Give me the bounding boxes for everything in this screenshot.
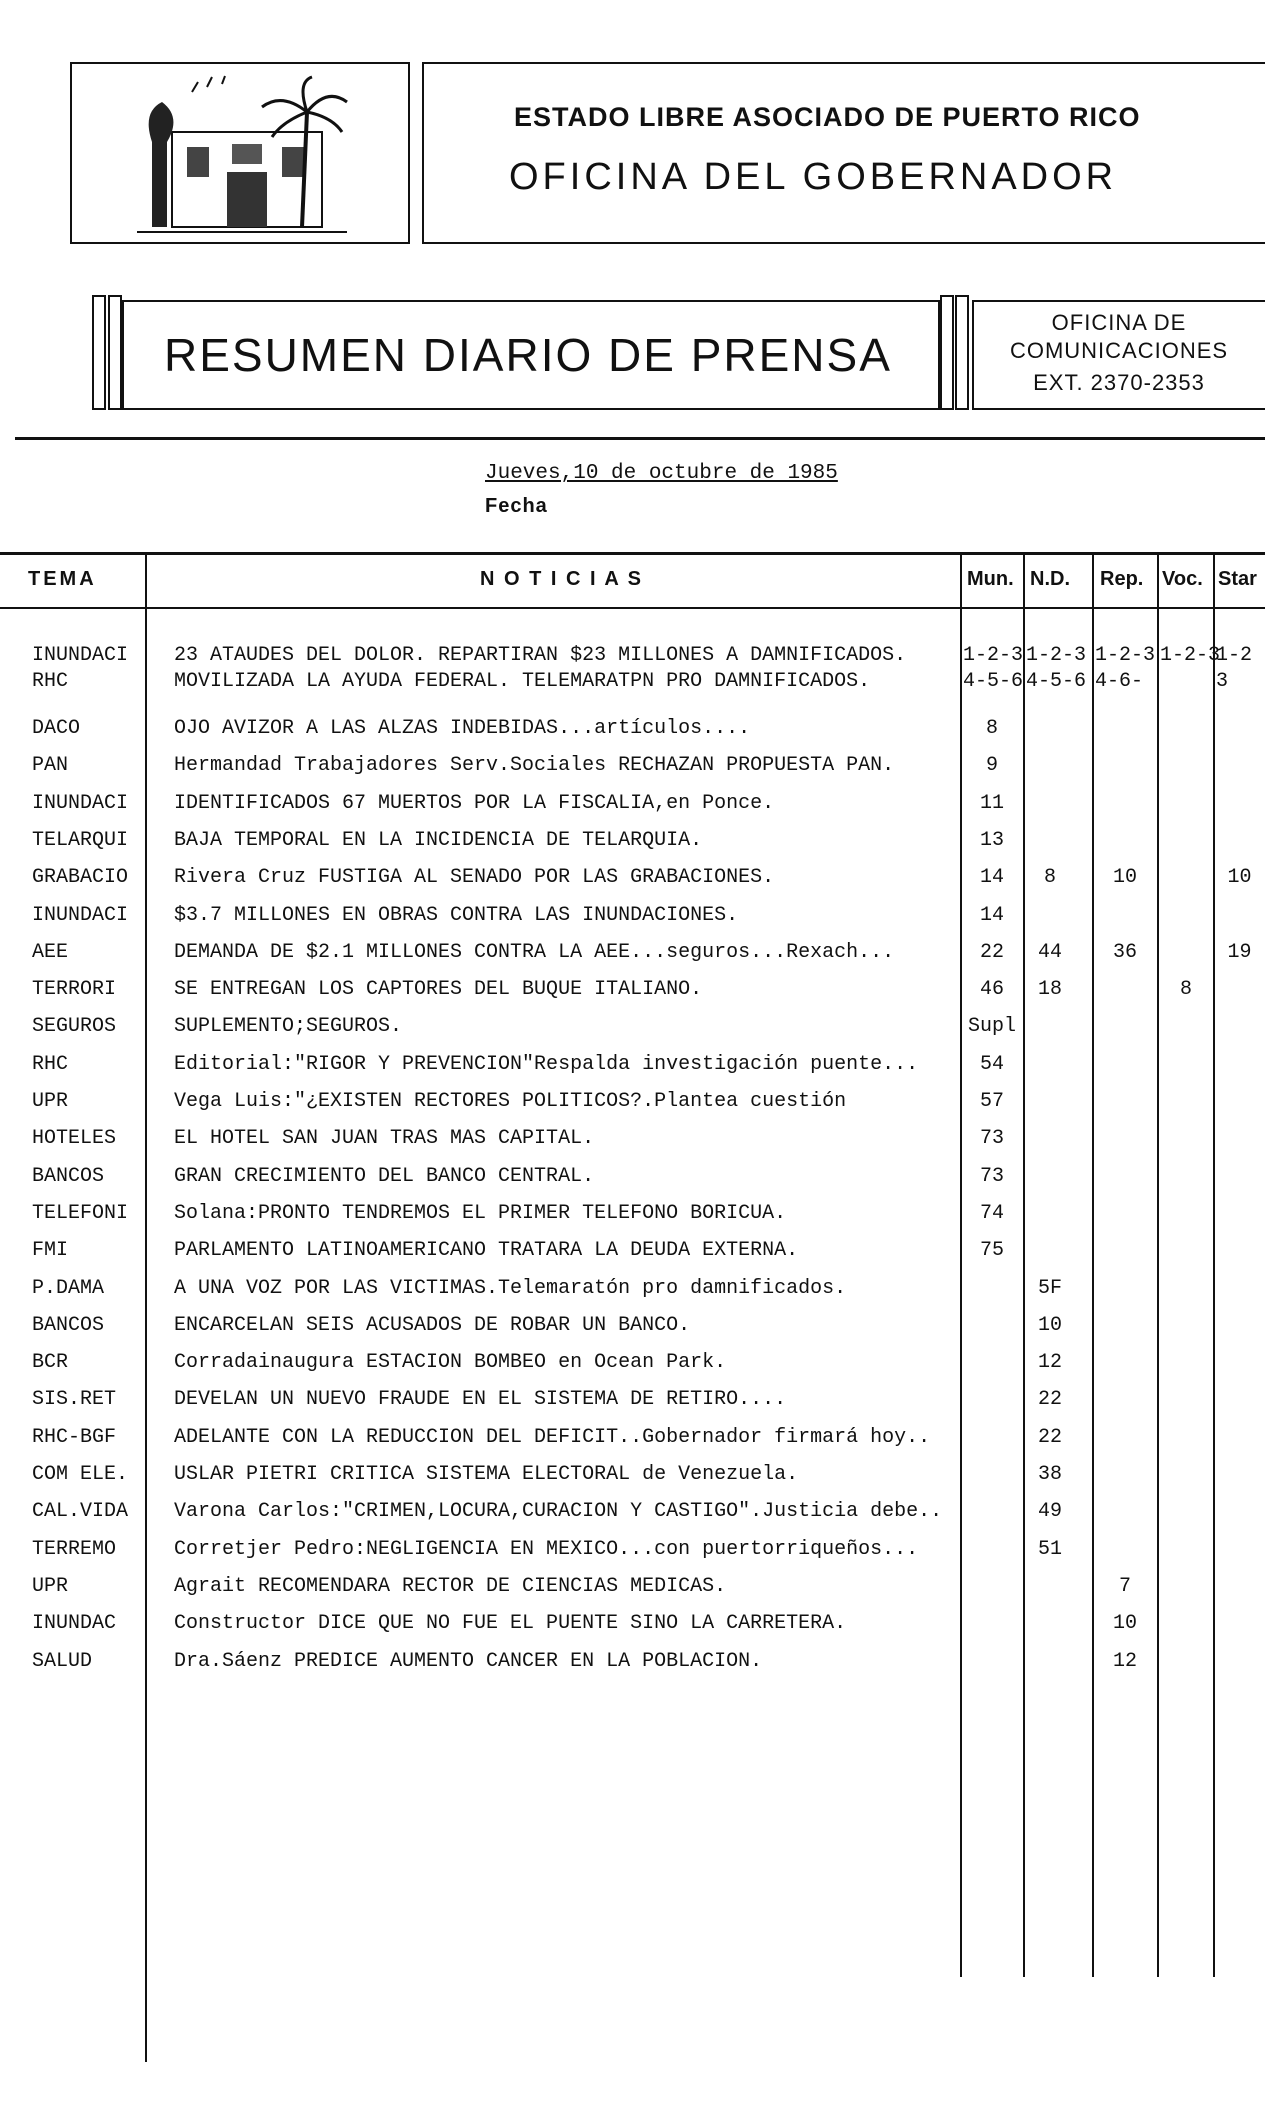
row-rep (1095, 643, 1157, 695)
row-news (174, 643, 946, 695)
row-star: 19 (1227, 941, 1252, 964)
news-line-1: 23 ATAUDES DEL DOLOR. REPARTIRAN $23 MILLONES A DAMNIFICADOS. (174, 644, 907, 667)
row-tema: CAL.VIDA (32, 1500, 129, 1523)
row-rep: 12 (1112, 1650, 1137, 1673)
row-news: SUPLEMENTO;SEGUROS. (174, 1015, 403, 1038)
row-tema: FMI (32, 1239, 69, 1262)
row-tema: HOTELES (32, 1127, 117, 1150)
row-voc: 8 (1179, 978, 1192, 1001)
table-row (0, 1650, 1265, 1700)
mun-line-2: 4-5-6 (963, 670, 1024, 693)
row-mun: 54 (979, 1053, 1004, 1076)
row-mun: 73 (979, 1165, 1004, 1188)
government-name: ESTADO LIBRE ASOCIADO DE PUERTO RICO (514, 102, 1141, 132)
row-voc (1160, 643, 1221, 669)
row-news: Corretjer Pedro:NEGLIGENCIA EN MEXICO...con puertorriqueños... (174, 1538, 919, 1561)
row-tema: RHC (32, 1053, 69, 1076)
star-line-1: 1-2 (1216, 644, 1253, 667)
row-nd: 22 (1037, 1388, 1062, 1411)
banner-box (122, 300, 940, 410)
rep-line-2: 4-6- (1095, 670, 1144, 693)
row-news: DEVELAN UN NUEVO FRAUDE EN EL SISTEMA DE RETIRO.... (174, 1388, 787, 1411)
row-mun: 57 (979, 1090, 1004, 1113)
row-rep: 7 (1118, 1575, 1131, 1598)
row-tema: SIS.RET (32, 1388, 117, 1411)
communications-office-box (972, 300, 1265, 410)
row-news: EL HOTEL SAN JUAN TRAS MAS CAPITAL. (174, 1127, 595, 1150)
row-tema: P.DAMA (32, 1277, 105, 1300)
nd-line-2: 4-5-6 (1026, 670, 1087, 693)
news-line-2: MOVILIZADA LA AYUDA FEDERAL. TELEMARATPN PRO DAMNIFICADOS. (174, 670, 871, 693)
row-tema: INUNDAC (32, 1612, 117, 1635)
table-header-rule (0, 607, 1265, 609)
row-news: BAJA TEMPORAL EN LA INCIDENCIA DE TELARQUIA. (174, 829, 703, 852)
row-news: A UNA VOZ POR LAS VICTIMAS.Telemaratón pro damnificados. (174, 1277, 847, 1300)
row-news: Constructor DICE QUE NO FUE EL PUENTE SINO LA CARRETERA. (174, 1612, 847, 1635)
row-tema: INUNDACI (32, 792, 129, 815)
row-news: SE ENTREGAN LOS CAPTORES DEL BUQUE ITALIANO. (174, 978, 703, 1001)
row-news: USLAR PIETRI CRITICA SISTEMA ELECTORAL de Venezuela. (174, 1463, 799, 1486)
banner-bar-right-outer (940, 295, 954, 410)
row-news: Corradainaugura ESTACION BOMBEO en Ocean Park. (174, 1351, 727, 1374)
row-tema: BCR (32, 1351, 69, 1374)
row-tema: INUNDACI (32, 904, 129, 927)
row-tema: UPR (32, 1090, 69, 1113)
row-nd: 8 (1043, 866, 1056, 889)
row-news: $3.7 MILLONES EN OBRAS CONTRA LAS INUNDACIONES. (174, 904, 739, 927)
row-news: Vega Luis:"¿EXISTEN RECTORES POLITICOS?.Plantea cuestión (174, 1090, 847, 1113)
row-tema: BANCOS (32, 1314, 105, 1337)
row-mun: 73 (979, 1127, 1004, 1150)
voc-line-1: 1-2-3 (1160, 644, 1221, 667)
comms-line-2: COMUNICACIONES (1009, 338, 1229, 363)
header-nd: N.D. (1030, 568, 1070, 590)
row-mun: 13 (979, 829, 1004, 852)
row-mun (963, 643, 1023, 695)
row-star: 10 (1227, 866, 1252, 889)
row-nd: 18 (1037, 978, 1062, 1001)
row-news: Solana:PRONTO TENDREMOS EL PRIMER TELEFONO BORICUA. (174, 1202, 787, 1225)
row-rep: 36 (1112, 941, 1137, 964)
banner-bar-left-outer (92, 295, 106, 410)
date-value: Jueves,10 de octubre de 1985 (485, 462, 838, 485)
row-tema: TELARQUI (32, 829, 129, 852)
row-mun: 14 (979, 904, 1004, 927)
nd-line-1: 1-2-3 (1026, 644, 1087, 667)
row-news: OJO AVIZOR A LAS ALZAS INDEBIDAS...artículos.... (174, 717, 751, 740)
row-tema: AEE (32, 941, 69, 964)
row-nd: 38 (1037, 1463, 1062, 1486)
header-star: Star (1218, 568, 1257, 590)
comms-line-1: OFICINA DE (1051, 310, 1187, 335)
row-rep: 10 (1112, 866, 1137, 889)
row-news: ADELANTE CON LA REDUCCION DEL DEFICIT..Gobernador firmará hoy.. (174, 1426, 931, 1449)
header-voc: Voc. (1162, 568, 1203, 590)
row-mun: 74 (979, 1202, 1004, 1225)
header-tema: TEMA (28, 568, 97, 590)
rep-line-1: 1-2-3 (1095, 644, 1156, 667)
row-rep: 10 (1112, 1612, 1137, 1635)
row-news: ENCARCELAN SEIS ACUSADOS DE ROBAR UN BANCO. (174, 1314, 691, 1337)
row-news: DEMANDA DE $2.1 MILLONES CONTRA LA AEE...seguros...Rexach... (174, 941, 895, 964)
row-nd: 5F (1037, 1277, 1062, 1300)
office-name: OFICINA DEL GOBERNADOR (509, 156, 1118, 198)
row-tema: UPR (32, 1575, 69, 1598)
row-nd (1026, 643, 1087, 695)
row-tema: GRABACIO (32, 866, 129, 889)
banner-bar-right-inner (955, 295, 969, 410)
row-tema: SEGUROS (32, 1015, 117, 1038)
row-mun: 9 (985, 754, 998, 777)
banner-title: RESUMEN DIARIO DE PRENSA (164, 329, 892, 381)
row-tema: TERREMO (32, 1538, 117, 1561)
row-tema: PAN (32, 754, 69, 777)
row-tema: BANCOS (32, 1165, 105, 1188)
row-nd: 12 (1037, 1351, 1062, 1374)
row-news: Varona Carlos:"CRIMEN,LOCURA,CURACION Y CASTIGO".Justicia debe.. (174, 1500, 943, 1523)
row-mun: 46 (979, 978, 1004, 1001)
comms-extension: EXT. 2370-2353 (1033, 370, 1205, 395)
row-nd: 51 (1037, 1538, 1062, 1561)
header-rep: Rep. (1100, 568, 1144, 590)
row-mun: 8 (985, 717, 998, 740)
governor-building-illustration (132, 72, 352, 237)
mun-line-1: 1-2-3 (963, 644, 1024, 667)
row-nd: 44 (1037, 941, 1062, 964)
row-news: Rivera Cruz FUSTIGA AL SENADO POR LAS GRABACIONES. (174, 866, 775, 889)
header-rule (15, 437, 1265, 440)
row-nd: 22 (1037, 1426, 1062, 1449)
row-news: Agrait RECOMENDARA RECTOR DE CIENCIAS MEDICAS. (174, 1575, 727, 1598)
table-top-rule (0, 552, 1265, 555)
tema-line-2: RHC (32, 670, 69, 693)
header-mun: Mun. (967, 568, 1014, 590)
logo-box (70, 62, 410, 244)
row-tema: TELEFONI (32, 1202, 129, 1225)
row-mun: 14 (979, 866, 1004, 889)
row-tema (32, 643, 144, 695)
row-nd: 10 (1037, 1314, 1062, 1337)
row-tema: RHC-BGF (32, 1426, 117, 1449)
row-mun: 75 (979, 1239, 1004, 1262)
tema-line-1: INUNDACI (32, 644, 129, 667)
row-mun: 11 (979, 792, 1004, 815)
row-tema: SALUD (32, 1650, 93, 1673)
row-tema: COM ELE. (32, 1463, 129, 1486)
row-news: IDENTIFICADOS 67 MUERTOS POR LA FISCALIA,en Ponce. (174, 792, 775, 815)
star-line-2: 3 (1216, 670, 1229, 693)
row-news: Dra.Sáenz PREDICE AUMENTO CANCER EN LA POBLACION. (174, 1650, 763, 1673)
row-news: PARLAMENTO LATINOAMERICANO TRATARA LA DEUDA EXTERNA. (174, 1239, 799, 1262)
row-tema: TERRORI (32, 978, 117, 1001)
row-mun: 22 (979, 941, 1004, 964)
title-box (422, 62, 1265, 244)
row-news: GRAN CRECIMIENTO DEL BANCO CENTRAL. (174, 1165, 595, 1188)
row-nd: 49 (1037, 1500, 1062, 1523)
row-news: Hermandad Trabajadores Serv.Sociales RECHAZAN PROPUESTA PAN. (174, 754, 895, 777)
row-tema: DACO (32, 717, 81, 740)
row-news: Editorial:"RIGOR Y PREVENCION"Respalda investigación puente... (174, 1053, 919, 1076)
banner-bar-left-inner (108, 295, 122, 410)
date-label: Fecha (485, 495, 548, 517)
row-star (1216, 643, 1267, 695)
row-mun: Supl (967, 1015, 1016, 1038)
table-row (0, 643, 1265, 693)
header-noticias: N O T I C I A S (480, 568, 643, 590)
